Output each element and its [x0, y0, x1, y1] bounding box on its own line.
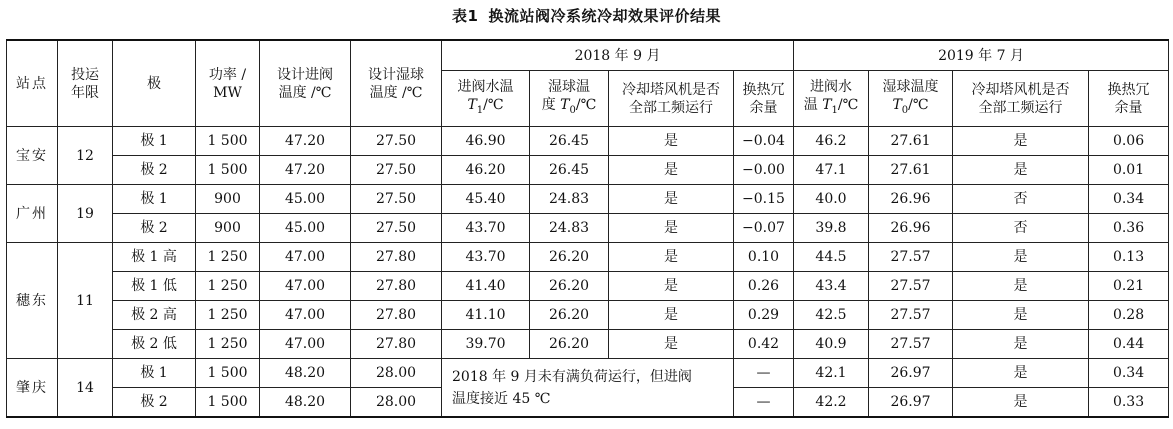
header-power: 功率 / MW: [196, 40, 260, 127]
t0-2018-cell: 24.83: [530, 185, 609, 214]
t1-2019-cell: 40.9: [794, 330, 869, 359]
design-wetbulb-cell: 28.00: [351, 388, 442, 418]
fan-2018-cell: 是: [609, 214, 734, 243]
design-wetbulb-cell: 27.80: [351, 330, 442, 359]
t1-2018-cell: 39.70: [442, 330, 530, 359]
evaluation-table: [6, 39, 1169, 418]
table-row: [7, 330, 1169, 359]
power-cell: 1 250: [196, 330, 260, 359]
t1-2019-cell: 42.1: [794, 359, 869, 388]
margin-2018-cell: −0.07: [734, 214, 794, 243]
design-inlet-cell: 47.20: [260, 127, 351, 156]
header-period-2018: 2018 年 9 月: [442, 40, 794, 71]
t1-2018-cell: 46.20: [442, 156, 530, 185]
t1-2018-cell: 41.40: [442, 272, 530, 301]
t0-2018-cell: 26.20: [530, 301, 609, 330]
power-cell: 1 250: [196, 272, 260, 301]
margin-2018-cell: —: [734, 359, 794, 388]
margin-2019-cell: 0.34: [1089, 185, 1169, 214]
design-wetbulb-cell: 28.00: [351, 359, 442, 388]
pole-cell: 极 2: [113, 214, 196, 243]
margin-2018-cell: 0.42: [734, 330, 794, 359]
margin-2019-cell: 0.13: [1089, 243, 1169, 272]
margin-2019-cell: 0.44: [1089, 330, 1169, 359]
t1-2019-cell: 44.5: [794, 243, 869, 272]
t1-2018-cell: 46.90: [442, 127, 530, 156]
pole-cell: 极 2: [113, 388, 196, 418]
header-design-wetbulb: 设计湿球 温度 /℃: [351, 40, 442, 127]
fan-2018-cell: 是: [609, 127, 734, 156]
no-full-load-note: 2018 年 9 月未有满负荷运行，但进阀 温度接近 45 ℃: [442, 359, 734, 418]
fan-2018-cell: 是: [609, 243, 734, 272]
station-name: 肇庆: [7, 359, 58, 418]
design-inlet-cell: 47.00: [260, 330, 351, 359]
caption-number: 表1: [452, 7, 479, 25]
table-row: [7, 272, 1169, 301]
power-cell: 1 500: [196, 359, 260, 388]
station-years: 19: [58, 185, 113, 243]
power-cell: 1 250: [196, 243, 260, 272]
fan-2019-cell: 是: [953, 156, 1089, 185]
fan-2019-cell: 否: [953, 214, 1089, 243]
design-wetbulb-cell: 27.80: [351, 243, 442, 272]
margin-2019-cell: 0.33: [1089, 388, 1169, 418]
margin-2019-cell: 0.34: [1089, 359, 1169, 388]
margin-2018-cell: 0.10: [734, 243, 794, 272]
header-2018-wetbulb-temp: 湿球温 度 $T_0/℃$: [530, 71, 609, 127]
fan-2019-cell: 是: [953, 330, 1089, 359]
header-2019-inlet-temp: 进阀水 温 $T_1/℃$: [794, 71, 869, 127]
margin-2018-cell: −0.15: [734, 185, 794, 214]
t0-2019-cell: 26.96: [869, 214, 953, 243]
design-wetbulb-cell: 27.50: [351, 156, 442, 185]
power-cell: 1 500: [196, 156, 260, 185]
table-row: [7, 156, 1169, 185]
station-years: 11: [58, 243, 113, 359]
t0-2019-cell: 26.96: [869, 185, 953, 214]
margin-2018-cell: −0.00: [734, 156, 794, 185]
design-wetbulb-cell: 27.50: [351, 185, 442, 214]
design-inlet-cell: 48.20: [260, 359, 351, 388]
pole-cell: 极 2: [113, 156, 196, 185]
t0-2019-cell: 27.57: [869, 301, 953, 330]
station-years: 12: [58, 127, 113, 185]
margin-2018-cell: 0.29: [734, 301, 794, 330]
table-row: [7, 214, 1169, 243]
design-inlet-cell: 47.20: [260, 156, 351, 185]
t1-2019-cell: 42.5: [794, 301, 869, 330]
t0-2018-cell: 24.83: [530, 214, 609, 243]
fan-2018-cell: 是: [609, 330, 734, 359]
header-2019-fan-status: 冷却塔风机是否 全部工频运行: [953, 71, 1089, 127]
t0-2019-cell: 26.97: [869, 388, 953, 418]
margin-2018-cell: 0.26: [734, 272, 794, 301]
t1-2019-cell: 47.1: [794, 156, 869, 185]
pole-cell: 极 1: [113, 359, 196, 388]
t0-2019-cell: 27.61: [869, 127, 953, 156]
power-cell: 900: [196, 214, 260, 243]
header-design-inlet: 设计进阀 温度 /℃: [260, 40, 351, 127]
header-2018-fan-status: 冷却塔风机是否 全部工频运行: [609, 71, 734, 127]
pole-cell: 极 1: [113, 185, 196, 214]
header-station: 站点: [7, 40, 58, 127]
fan-2018-cell: 是: [609, 185, 734, 214]
table-row: [7, 127, 1169, 156]
fan-2019-cell: 是: [953, 388, 1089, 418]
table-caption: [0, 5, 1173, 26]
power-cell: 1 500: [196, 388, 260, 418]
design-inlet-cell: 45.00: [260, 214, 351, 243]
margin-2019-cell: 0.06: [1089, 127, 1169, 156]
design-wetbulb-cell: 27.80: [351, 301, 442, 330]
t0-2018-cell: 26.45: [530, 156, 609, 185]
design-inlet-cell: 45.00: [260, 185, 351, 214]
t1-2019-cell: 46.2: [794, 127, 869, 156]
margin-2019-cell: 0.21: [1089, 272, 1169, 301]
t0-2019-cell: 27.57: [869, 243, 953, 272]
header-period-2019: 2019 年 7 月: [794, 40, 1169, 71]
design-inlet-cell: 48.20: [260, 388, 351, 418]
header-2018-inlet-temp: 进阀水温 $T_1/℃$: [442, 71, 530, 127]
table-row: [7, 359, 1169, 388]
fan-2019-cell: 是: [953, 272, 1089, 301]
power-cell: 1 250: [196, 301, 260, 330]
caption-title: 换流站阀冷系统冷却效果评价结果: [488, 7, 721, 25]
header-2018-margin: 换热冗 余量: [734, 71, 794, 127]
t1-2019-cell: 39.8: [794, 214, 869, 243]
fan-2018-cell: 是: [609, 156, 734, 185]
design-inlet-cell: 47.00: [260, 243, 351, 272]
design-inlet-cell: 47.00: [260, 272, 351, 301]
station-name: 穗东: [7, 243, 58, 359]
margin-2019-cell: 0.28: [1089, 301, 1169, 330]
t1-2018-cell: 43.70: [442, 214, 530, 243]
fan-2018-cell: 是: [609, 301, 734, 330]
fan-2019-cell: 是: [953, 359, 1089, 388]
fan-2018-cell: 是: [609, 272, 734, 301]
margin-2019-cell: 0.36: [1089, 214, 1169, 243]
table-row: [7, 185, 1169, 214]
pole-cell: 极 1 高: [113, 243, 196, 272]
station-name: 宝安: [7, 127, 58, 185]
t1-2019-cell: 43.4: [794, 272, 869, 301]
header-years: 投运 年限: [58, 40, 113, 127]
power-cell: 1 500: [196, 127, 260, 156]
fan-2019-cell: 是: [953, 301, 1089, 330]
fan-2019-cell: 否: [953, 185, 1089, 214]
t1-2018-cell: 45.40: [442, 185, 530, 214]
t1-2018-cell: 41.10: [442, 301, 530, 330]
margin-2018-cell: −0.04: [734, 127, 794, 156]
design-wetbulb-cell: 27.50: [351, 214, 442, 243]
station-name: 广州: [7, 185, 58, 243]
pole-cell: 极 1 低: [113, 272, 196, 301]
t0-2018-cell: 26.20: [530, 330, 609, 359]
station-years: 14: [58, 359, 113, 418]
margin-2018-cell: —: [734, 388, 794, 418]
design-wetbulb-cell: 27.80: [351, 272, 442, 301]
power-cell: 900: [196, 185, 260, 214]
t1-2018-cell: 43.70: [442, 243, 530, 272]
design-wetbulb-cell: 27.50: [351, 127, 442, 156]
t0-2018-cell: 26.20: [530, 272, 609, 301]
t0-2019-cell: 26.97: [869, 359, 953, 388]
t1-2019-cell: 42.2: [794, 388, 869, 418]
t0-2018-cell: 26.20: [530, 243, 609, 272]
t0-2019-cell: 27.57: [869, 330, 953, 359]
table-row: [7, 301, 1169, 330]
pole-cell: 极 2 高: [113, 301, 196, 330]
pole-cell: 极 1: [113, 127, 196, 156]
header-pole: 极: [113, 40, 196, 127]
t0-2019-cell: 27.61: [869, 156, 953, 185]
t0-2019-cell: 27.57: [869, 272, 953, 301]
fan-2019-cell: 是: [953, 127, 1089, 156]
header-2019-wetbulb-temp: 湿球温度 $T_0/℃$: [869, 71, 953, 127]
fan-2019-cell: 是: [953, 243, 1089, 272]
design-inlet-cell: 47.00: [260, 301, 351, 330]
table-row: [7, 243, 1169, 272]
margin-2019-cell: 0.01: [1089, 156, 1169, 185]
t1-2019-cell: 40.0: [794, 185, 869, 214]
pole-cell: 极 2 低: [113, 330, 196, 359]
t0-2018-cell: 26.45: [530, 127, 609, 156]
header-2019-margin: 换热冗 余量: [1089, 71, 1169, 127]
